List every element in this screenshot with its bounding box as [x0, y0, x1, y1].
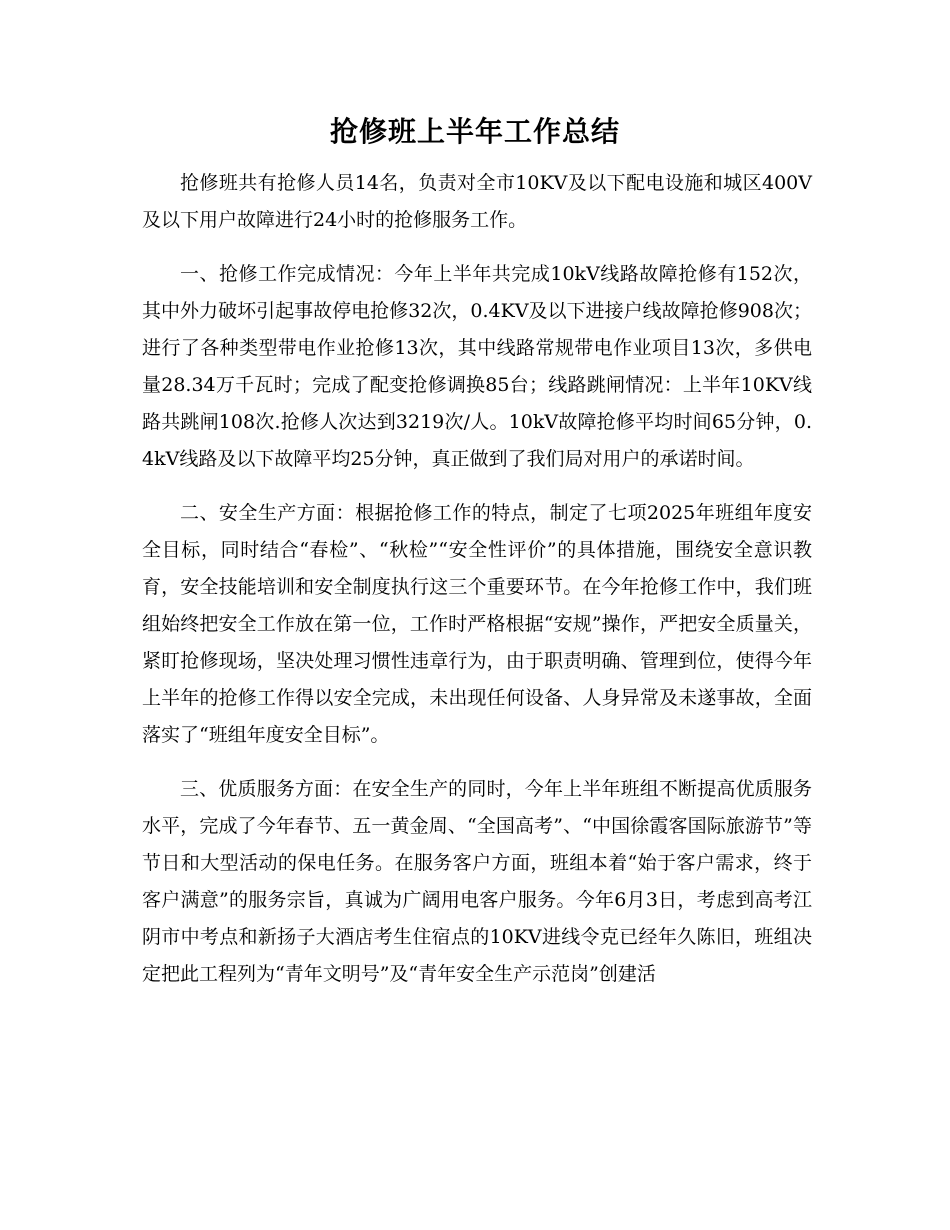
document-body — [142, 165, 812, 1010]
paragraph-service: 三、优质服务方面：在安全生产的同时，今年上半年班组不断提高优质服务水平，完成了今年春节、五一黄金周、“全国高考”、“中国徐霞客国际旅游节”等节日和大型活动的保电任务。在服务客户方面，班组本着“始于客户需求，终于客户满意”的服务宗旨，真诚为广阔用电客户服务。今年6月3日，考虑到高考江阴市中考点和新扬子大酒店考生住宿点的10KV进线令克已经年久陈旧，班组决定把此工程列为“青年文明号”及“青年安全生产示范岗”创建活 — [142, 778, 812, 985]
paragraph-repair-work: 一、抢修工作完成情况：今年上半年共完成10kV线路故障抢修有152次，其中外力破坏引起事故停电抢修32次，0.4KV及以下进接户线故障抢修908次；进行了各种类型带电作业抢修13次，其中线路常规带电作业项目13次，多供电量28.34万千瓦时；完成了配变抢修调换85台；线路跳闸情况：上半年10KV线路共跳闸108次.抢修人次达到3219次/人。10kV故障抢修平均时间65分钟，0.4kV线路及以下故障平均25分钟，真正做到了我们局对用户的承诺时间。 — [142, 263, 812, 470]
document-title: 抢修班上半年工作总结 — [329, 115, 620, 148]
paragraph-safety: 二、安全生产方面：根据抢修工作的特点，制定了七项2025年班组年度安全目标，同时结合“春检”、“秋检”“安全性评价”的具体措施，围绕安全意识教育，安全技能培训和安全制度执行这三个重要环节。在今年抢修工作中，我们班组始终把安全工作放在第一位，工作时严格根据“安规”操作，严把安全质量关，紧盯抢修现场，坚决处理习惯性违章行为，由于职责明确、管理到位，使得今年上半年的抢修工作得以安全完成，未出现任何设备、人身异常及未遂事故，全面落实了“班组年度安全目标”。 — [142, 502, 812, 746]
paragraph-intro: 抢修班共有抢修人员14名，负责对全市10KV及以下配电设施和城区400V及以下用户故障进行24小时的抢修服务工作。 — [142, 172, 812, 231]
